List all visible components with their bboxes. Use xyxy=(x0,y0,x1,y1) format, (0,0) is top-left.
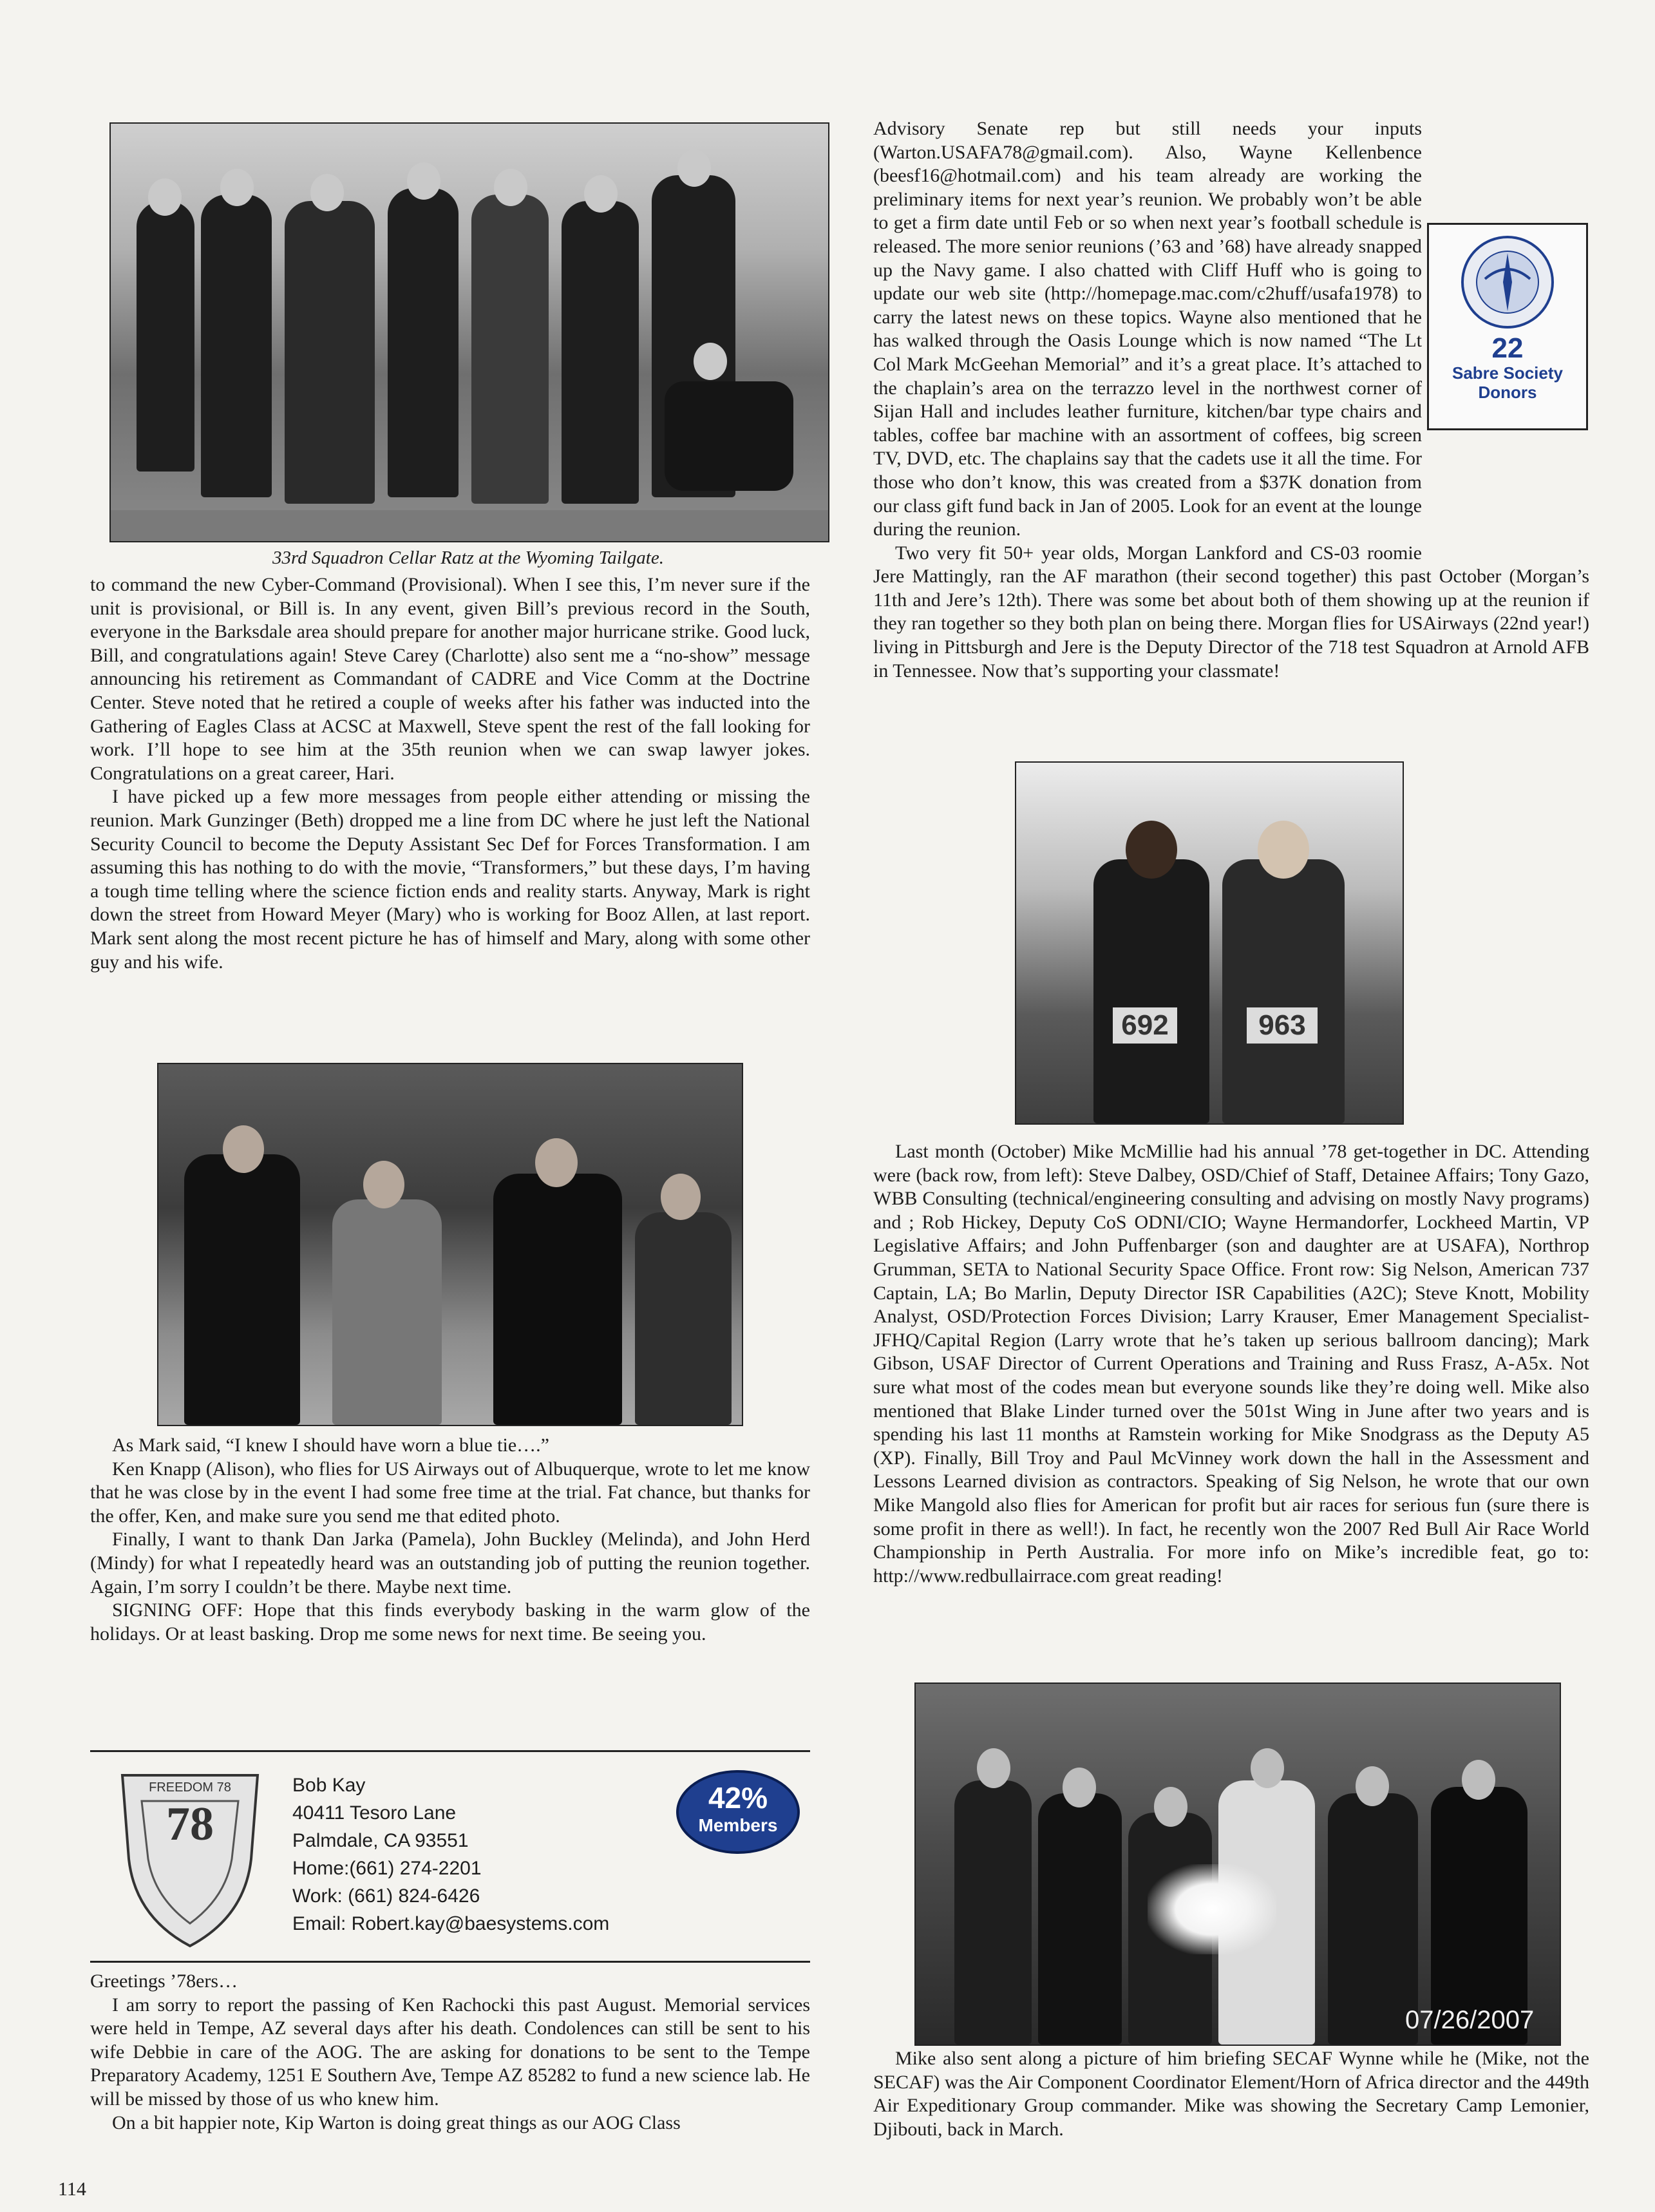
paragraph: Finally, I want to thank Dan Jarka (Pamela), John Buckley (Melinda), and John Herd (Mindy) for what I repeatedly heard was an outstanding job of putting the reunion together. Again, I’m sorry I couldn’t be there. Maybe next time. xyxy=(90,1529,810,1597)
sabre-count: 22 xyxy=(1491,332,1524,364)
paragraph: Greetings ’78ers… xyxy=(90,1970,238,1992)
flash-glare xyxy=(1148,1864,1276,1954)
right-text-mid xyxy=(873,1140,1589,1588)
tailgate-photo xyxy=(109,122,829,542)
sabre-line1: Sabre Society xyxy=(1452,363,1563,383)
svg-text:FREEDOM 78: FREEDOM 78 xyxy=(149,1780,231,1795)
contact-name: Bob Kay xyxy=(292,1775,366,1796)
contact-home-phone: Home:(661) 274-2201 xyxy=(292,1858,482,1879)
contact-street: 40411 Tesoro Lane xyxy=(292,1802,457,1824)
dc-group-photo xyxy=(914,1683,1561,2046)
class-crest-icon xyxy=(116,1762,264,1949)
svg-text:78: 78 xyxy=(166,1798,214,1851)
contact-top-rule xyxy=(90,1750,810,1752)
sabre-float-spacer xyxy=(1422,214,1589,549)
sabre-line2: Donors xyxy=(1478,383,1537,402)
paragraph: As Mark said, “I knew I should have worn a blue tie….” xyxy=(112,1435,549,1456)
tailgate-caption: 33rd Squadron Cellar Ratz at the Wyoming Tailgate. xyxy=(272,548,664,568)
members-label: Members xyxy=(698,1815,778,1835)
bib-692: 692 xyxy=(1113,1007,1177,1044)
paragraph-text: Advisory Senate rep but still needs your inputs (Warton.USAFA78@gmail.com). Also, Wayne Kellenbence (beesf16@hotmail.com) and his team already are working the preliminary items for next year’s reunion. We probably won’t be able to get a firm date until Feb or so when next year’s football schedule is released. The more senior reunions (’63 and ’68) have already snapped up the Navy game. I also chatted with Cliff Huff who is going to update our web site (http://homepage.mac.com/c2huff/usafa1978) to carry the latest news on these topics. Wayne also mentioned that he has walked through the Oasis Lounge which is now named “The Lt Col Mark McGeehan Memorial” and it’s a great place. It’s attached to the chaplain’s area on the terrazzo level in the northwest corner of Sijan Hall and includes leather furniture, kitchen/bar type chairs and tables, coffee bar machine with an assortment of coffees, big screen TV, DVD, etc. The chaplains say that the cadets use it all the time. For those who don’t know, this was created from a $37K donation from our class gift fund back in Jan of 2005. Look for an event at the lounge during the reunion. xyxy=(873,118,1422,540)
right-text-bottom xyxy=(873,2047,1589,2141)
paragraph: Mike also sent along a picture of him briefing SECAF Wynne while he (Mike, not the SECAF) was the Air Component Coordinator Element/Horn of Africa director and the 449th Air Expeditionary Group commander. Mike was showing the Secretary Camp Lemonier, Djibouti, back in March. xyxy=(873,2048,1589,2140)
contact-bottom-rule xyxy=(90,1961,810,1963)
contact-city: Palmdale, CA 93551 xyxy=(292,1830,469,1851)
paragraph: SIGNING OFF: Hope that this finds everybody basking in the warm glow of the holidays. Or at least basking. Drop me some news for next time. Be seeing you. xyxy=(90,1599,810,1645)
left-text-mid xyxy=(90,1434,810,1646)
left-text-bottom xyxy=(90,1970,810,2135)
contact-work-phone: Work: (661) 824-6426 xyxy=(292,1885,480,1907)
right-text-top xyxy=(873,117,1589,683)
paragraph: I am sorry to report the passing of Ken Rachocki this past August. Memorial services were held in Tempe, AZ several days after his death. Condolences can still be sent to his wife Debbie in care of the AOG. The are asking for donations to be sent to the Tempe Preparatory Academy, 1251 E Southern Ave, Tempe AZ 85282 to fund a new science lab. He will be missed by those of us who knew him. xyxy=(90,1994,810,2110)
paragraph: Ken Knapp (Alison), who flies for US Airways out of Albuquerque, wrote to let me know that he was close by in the event I had some free time at the trial. Fat chance, but thanks for the offer, Ken, and make sure you send me that edited photo. xyxy=(90,1458,810,1527)
marathon-photo xyxy=(1015,761,1404,1125)
class-crest xyxy=(116,1762,264,1949)
photo-date-stamp: 07/26/2007 xyxy=(1405,2006,1535,2034)
page-number: 114 xyxy=(58,2179,86,2200)
paragraph: Last month (October) Mike McMillie had his annual ’78 get-together in DC. Attending were (back row, from left): Steve Dalbey, OSD/Chief of Staff, Detainee Affairs; Tony Gazo, WBB Consulting (technical/engineering consulting and advising on mostly Navy programs) and ; Rob Hickey, Deputy CoS ODNI/CIO; Wayne Hermandorfer, Lockheed Martin, VP Legislative Affairs; and John Puffenbarger (son and daughter are at USAFA), Northrop Grumman, SETA to National Security Space Office. Front row: Sig Nelson, American 737 Captain, LA; Bo Marlin, Deputy Director ISR Capabilities (A2C); Steve Knott, Mobility Analyst, OSD/Protection Forces Division; Larry Krauser, Emer Management Specialist-JFHQ/Capital Region (Larry wrote that he’s taken up serious ballroom dancing); Mark Gibson, USAF Director of Current Operations and Training and Russ Frasz, A-A5x. Not sure what most of the codes mean but everyone sounds like they’re doing well. Mike also mentioned that Blake Linder turned over the 501st Wing in June after two years and is spending his last 11 months at Ramstein working for Mike Snodgrass as the Deputy A5 (XP). Finally, Bill Troy and Paul McVinney work down the hall in the Assessment and Lessons Learned division as contractors. Speaking of Sig Nelson, he wrote that our own Mike Mangold also flies for American for profit but air races for serious fun (sure there is some profit in there as well!). In fact, he recently won the 2007 Red Bull Air Race World Championship in Perth Australia. For more info on Mike’s incredible feat, go to: http://www.redbullairrace.com great reading! xyxy=(873,1141,1589,1587)
paragraph: to command the new Cyber-Command (Provisional). When I see this, I’m never sure if the unit is provisional, or Bill is. In any event, given Bill’s previous record in the South, everyone in the Barksdale area should prepare for another major hurricane strike. Good luck, Bill, and congratulations again! Steve Carey (Charlotte) also sent me a “no-show” message announcing his retirement as Commandant of CADRE and Vice Comm at the Doctrine Center. Steve noted that he retired a couple of weeks after his father was inducted into the Gathering of Eagles Class at ACSC at Maxwell, Steve spent the rest of the fall looking for work. I’ll hope to see him at the 35th reunion when we can swap lawyer jokes. Congratulations on a great career, Hari. xyxy=(90,574,810,784)
paragraph: Two very fit 50+ year olds, Morgan Lankford and CS-03 roomie Jere Mattingly, ran the AF marathon (their second together) this past October (Morgan’s 11th and Jere’s 12th). There was some bet about both of them showing up at the reunion if they ran together so they both plan on being there. Morgan flies for USAirways (22nd year!) living in Pittsburgh and Jere is the Deputy Director of the 718 test Squadron at Arnold AFB in Tennessee. Now that’s supporting your classmate! xyxy=(873,542,1589,682)
paragraph: I have picked up a few more messages from people either attending or missing the reunion. Mark Gunzinger (Beth) dropped me a line from DC where he just left the National Security Council to become the Deputy Assistant Sec Def for Forces Transformation. I am assuming this has nothing to do with the movie, “Transformers,” but these days, I’m having a tough time telling where the science fiction ends and reality starts. Anyway, Mark is right down the street from Howard Meyer (Mary) who is working for Booz Allen, at last report. Mark sent along the most recent picture he has of himself and Mary, along with some other guy and his wife. xyxy=(90,786,810,973)
contact-email: Email: Robert.kay@baesystems.com xyxy=(292,1913,610,1934)
bib-963: 963 xyxy=(1247,1007,1318,1044)
paragraph xyxy=(873,117,1589,542)
members-percent: 42% xyxy=(708,1781,768,1815)
white-house-photo xyxy=(157,1063,743,1426)
left-text-top xyxy=(90,573,810,974)
contact-block xyxy=(292,1771,679,1938)
paragraph: On a bit happier note, Kip Warton is doing great things as our AOG Class xyxy=(112,2112,681,2133)
members-badge xyxy=(676,1770,800,1854)
